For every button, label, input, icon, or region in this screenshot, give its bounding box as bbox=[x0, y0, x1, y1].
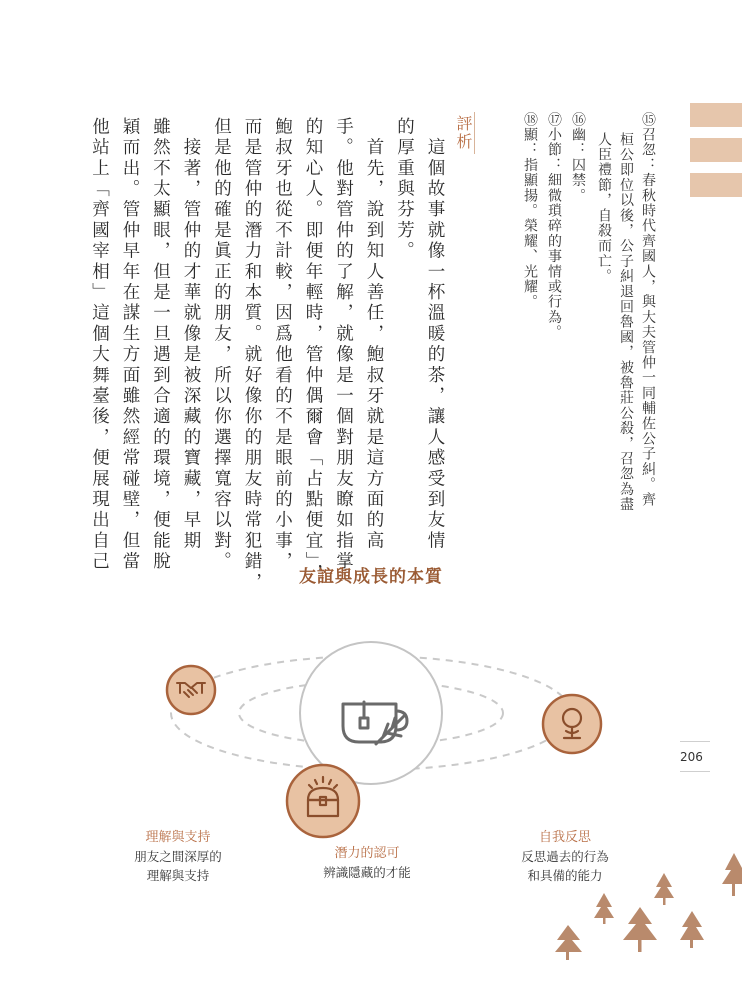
body-line: 的知心人。即便年輕時，管仲偶爾會「占點便宜」， bbox=[303, 117, 323, 585]
body-line: 他站上「齊國宰相」這個大舞臺後，便展現出自己 bbox=[89, 117, 110, 573]
note-15-line-2: 桓公即位以後，公子糾退回魯國，被魯莊公殺，召忽為盡 bbox=[618, 132, 634, 512]
caption-potential bbox=[292, 844, 442, 882]
body-line: 首先，說到知人善任，鮑叔牙就是這方面的高 bbox=[364, 117, 384, 552]
body-line: 而是管仲的潛力和本質。就好像你的朋友時常犯錯， bbox=[242, 117, 262, 594]
note-15-line-1: ⑮召忽：春秋時代齊國人，與大夫管仲一同輔佐公子糾。齊 bbox=[640, 112, 656, 508]
caption-title: 自我反思 bbox=[538, 830, 591, 845]
caption-title: 理解與支持 bbox=[145, 830, 211, 845]
diagram-title: 友誼與成長的本質 bbox=[299, 567, 443, 587]
section-label: 評析 bbox=[454, 115, 473, 151]
note-16: ⑯幽：囚禁。 bbox=[570, 112, 586, 204]
caption-desc: 和具備的能力 bbox=[527, 868, 603, 883]
node-potential bbox=[287, 765, 359, 837]
body-line: 的厚重與芬芳。 bbox=[394, 117, 415, 262]
body-line: 但是他的確是眞正的朋友，所以你選擇寬容以對。 bbox=[211, 117, 232, 573]
note-17: ⑰小節：細微瑣碎的事情或行為。 bbox=[546, 112, 562, 341]
caption-desc: 朋友之間深厚的 bbox=[134, 849, 222, 864]
note-15-line-3: 人臣禮節，自殺而亡。 bbox=[596, 132, 612, 284]
node-self-reflection bbox=[543, 695, 601, 753]
body-line: 接著，管仲的才華就像是被深藏的寶藏，早期 bbox=[181, 117, 201, 552]
body-line: 鮑叔牙也從不計較，因爲他看的不是眼前的小事， bbox=[272, 117, 293, 573]
caption-understanding bbox=[108, 828, 248, 885]
note-18: ⑱顯：指顯揚。榮耀、光耀。 bbox=[522, 112, 538, 310]
body-line: 這個故事就像一杯溫暖的茶，讓人感受到友情 bbox=[425, 117, 445, 552]
node-understanding bbox=[167, 666, 215, 714]
body-line: 雖然不太顯眼，但是一旦遇到合適的環境，便能脫 bbox=[150, 117, 171, 573]
body-line: 手。他對管仲的了解，就像是一個對朋友瞭如指掌 bbox=[333, 117, 354, 573]
caption-desc: 理解與支持 bbox=[146, 868, 210, 883]
caption-desc: 反思過去的行為 bbox=[521, 849, 609, 864]
body-line: 穎而出。管仲早年在謀生方面雖然經常碰壁，但當 bbox=[120, 117, 140, 573]
caption-desc: 辨識隱藏的才能 bbox=[323, 865, 411, 880]
page-number: 206 bbox=[680, 750, 703, 764]
caption-self-reflection bbox=[490, 828, 640, 885]
caption-title: 潛力的認可 bbox=[334, 846, 400, 861]
center-circle bbox=[300, 642, 442, 784]
